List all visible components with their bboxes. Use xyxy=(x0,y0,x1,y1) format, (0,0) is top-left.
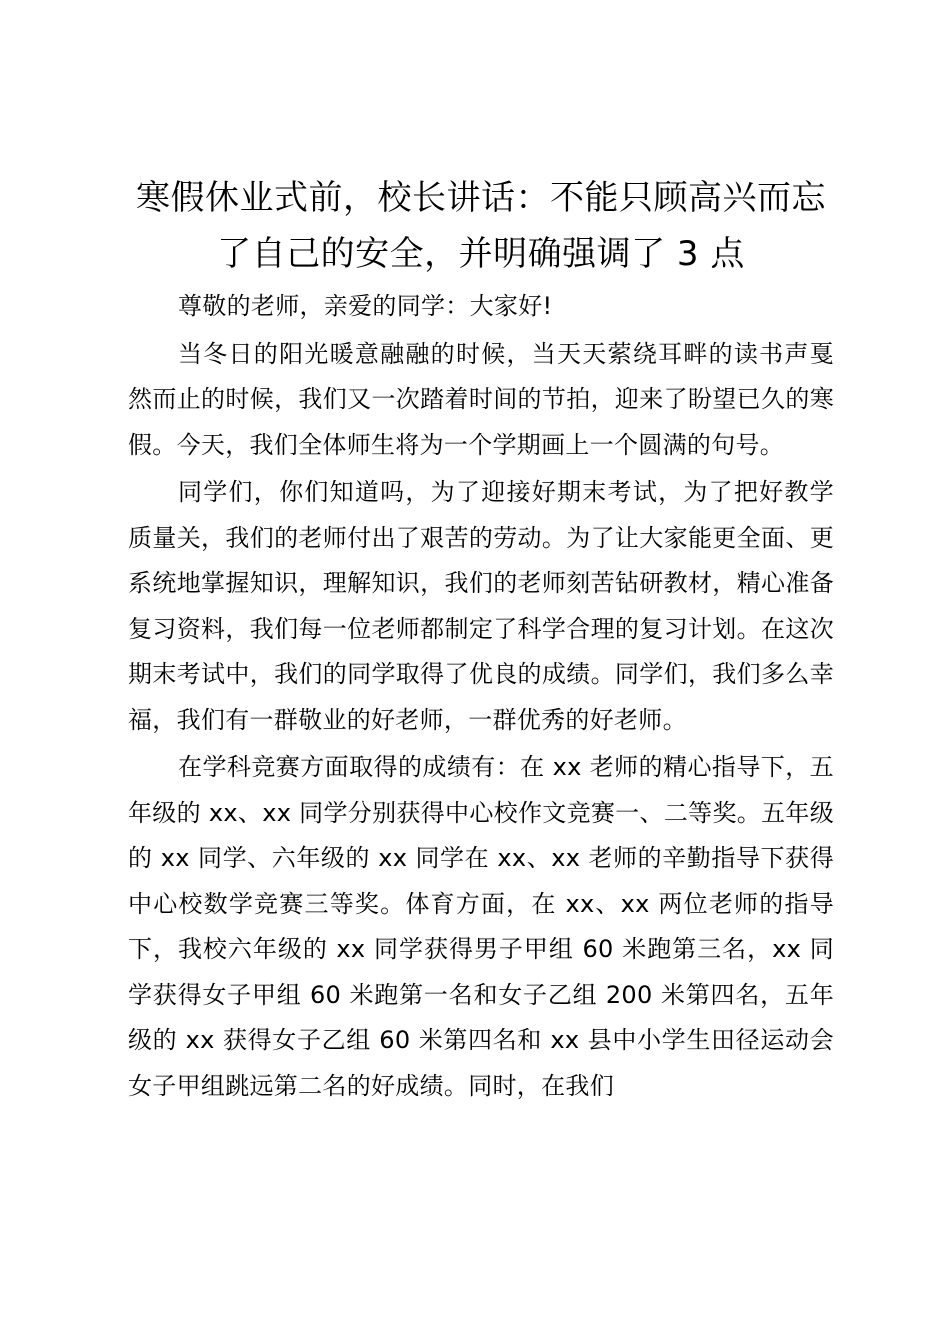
title-line-1: 寒假休业式前，校长讲话：不能只顾高兴而忘 xyxy=(136,178,826,218)
document-title xyxy=(128,170,834,282)
title-line-2: 了自己的安全，并明确强调了 3 点 xyxy=(217,234,745,274)
document-page xyxy=(128,170,834,1109)
body-paragraph-1: 当冬日的阳光暖意融融的时候，当天天萦绕耳畔的读书声戛然而止的时候，我们又一次踏着时间的节拍，迎来了盼望已久的寒假。今天，我们全体师生将为一个学期画上一个圆满的句号。 xyxy=(128,339,834,459)
body-paragraph-3: 在学科竞赛方面取得的成绩有：在 xx 老师的精心指导下，五年级的 xx、xx 同学分别获得中心校作文竞赛一、二等奖。五年级的 xx 同学、六年级的 xx 同学在 xx、xx 老师的辛勤指导下获得中心校数学竞赛三等奖。体育方面，在 xx、xx 两位老师的指导下，我校六年级的 xx 同学获得男子甲组 60 米跑第三名，xx 同学获得女子甲组 60 米跑第一名和女子乙组 200 米第四名，五年级的 xx 获得女子乙组 60 米第四名和 xx 县中小学生田径运动会女子甲组跳远第二名的好成绩。同时，在我们 xyxy=(128,753,834,1100)
body-paragraph-2: 同学们，你们知道吗，为了迎接好期末考试，为了把好教学质量关，我们的老师付出了艰苦的劳动。为了让大家能更全面、更系统地掌握知识，理解知识，我们的老师刻苦钻研教材，精心准备复习资料，我们每一位老师都制定了科学合理的复习计划。在这次期末考试中，我们的同学取得了优良的成绩。同学们，我们多么幸福，我们有一群敬业的好老师，一群优秀的好老师。 xyxy=(128,478,834,734)
greeting-paragraph: 尊敬的老师，亲爱的同学：大家好! xyxy=(178,292,553,320)
document-body xyxy=(128,284,834,1109)
